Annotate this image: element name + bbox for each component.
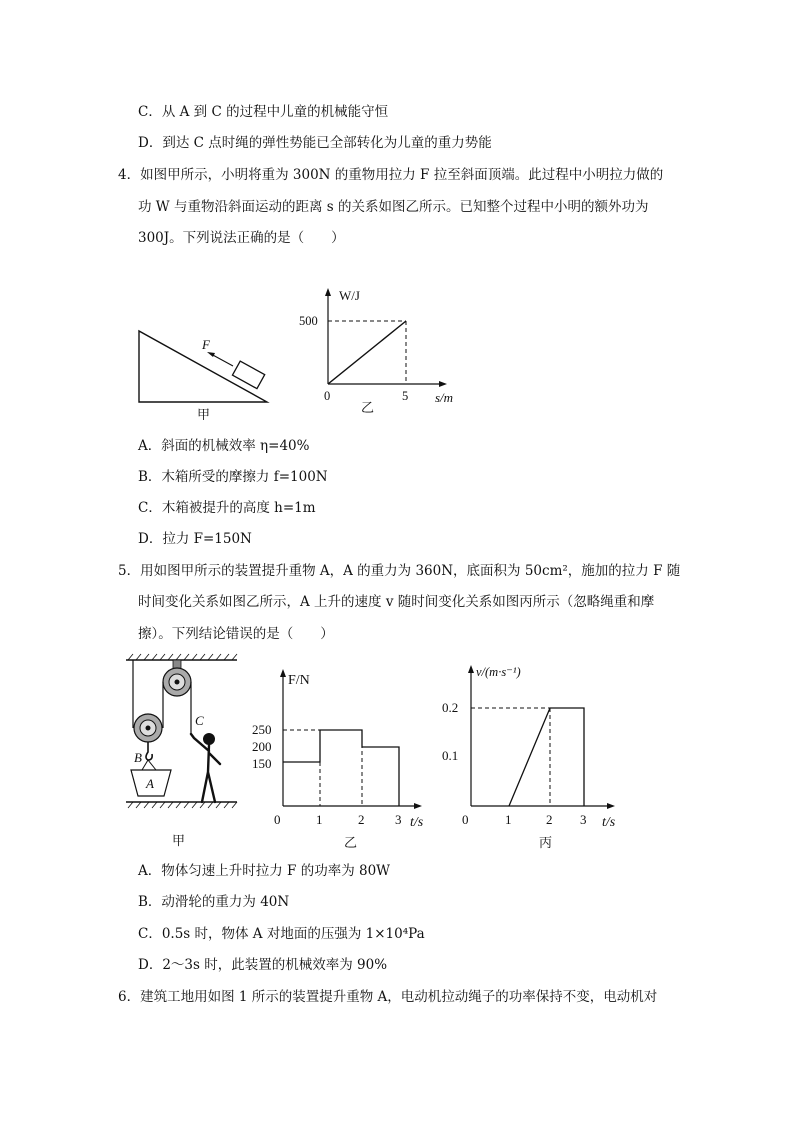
- q5-option-c: C．0.5s 时，物体 A 对地面的压强为 1×10⁴Pa: [138, 926, 425, 942]
- q5-option-a: A．物体匀速上升时拉力 F 的功率为 80W: [138, 863, 391, 879]
- q5-stem-line3: 擦）。下列结论错误的是（ ）: [138, 626, 334, 642]
- hook-rope-right: [148, 760, 156, 770]
- q3-option-c: C．从 A 到 C 的过程中儿童的机械能守恒: [138, 104, 389, 120]
- force-step-curve: [283, 730, 399, 806]
- label-b: B: [134, 750, 142, 765]
- figure-jia-caption: 甲: [172, 833, 186, 848]
- y-axis-label: v/(m·s⁻¹): [476, 665, 521, 679]
- x-tick-2: 2: [546, 812, 553, 827]
- hook: [146, 742, 152, 760]
- q4-figure-jia: [130, 320, 280, 420]
- y-tick-500: 500: [299, 314, 318, 328]
- fixed-pulley-axle: [175, 680, 180, 685]
- q4-stem-line2: 功 W 与重物沿斜面运动的距离 s 的关系如图乙所示。已知整个过程中小明的额外功为: [138, 199, 649, 215]
- x-tick-3: 3: [395, 812, 402, 827]
- ceiling-hatch: [128, 654, 237, 660]
- q4-figure-yi: [295, 284, 470, 414]
- x-axis-arrow: [414, 803, 422, 809]
- y-tick-0.2: 0.2: [442, 700, 459, 715]
- q5-option-d: D．2～3s 时，此装置的机械效率为 90%: [138, 957, 388, 973]
- y-axis-label: W/J: [339, 288, 360, 303]
- hook-rope-left: [142, 760, 148, 770]
- figure-yi-caption: 乙: [344, 835, 358, 850]
- x-tick-5: 5: [402, 389, 409, 403]
- x-tick-1: 1: [316, 812, 323, 827]
- y-axis-arrow: [468, 665, 474, 673]
- q5-stem-line2: 时间变化关系如图乙所示，A 上升的速度 v 随时间变化关系如图丙所示（忽略绳重和摩: [138, 594, 655, 610]
- q5-number: 5．: [118, 563, 141, 579]
- q4-option-a: A．斜面的机械效率 η=40%: [138, 438, 310, 454]
- q6-stem-line1: [118, 988, 657, 1006]
- y-axis-label: F/N: [288, 673, 310, 688]
- x-axis-arrow: [439, 381, 447, 387]
- q6-stem-text-1: 建筑工地用如图 1 所示的装置提升重物 A，电动机拉动绳子的功率保持不变，电动机对: [140, 989, 658, 1005]
- q6-number: 6．: [118, 989, 141, 1005]
- figure-jia-caption: 甲: [197, 407, 211, 420]
- q4-number: 4．: [118, 167, 141, 183]
- x-axis-label: t/s: [602, 815, 616, 830]
- force-arrowhead: [207, 352, 215, 357]
- y-tick-150: 150: [252, 756, 272, 771]
- x-axis-arrow: [607, 803, 615, 809]
- y-tick-0.1: 0.1: [442, 748, 459, 763]
- y-axis-arrow: [280, 669, 286, 677]
- person-body: [191, 734, 220, 802]
- label-c: C: [195, 713, 204, 728]
- force-arrow: [211, 354, 233, 366]
- origin-label: 0: [462, 812, 469, 827]
- wooden-box: [232, 361, 264, 389]
- x-tick-3: 3: [580, 812, 587, 827]
- q5-figure-yi: [248, 664, 438, 854]
- x-axis-label: t/s: [410, 815, 424, 830]
- y-tick-200: 200: [252, 739, 272, 754]
- origin-label: 0: [324, 389, 331, 403]
- x-tick-2: 2: [358, 812, 365, 827]
- q5-stem-text-1: 用如图甲所示的装置提升重物 A，A 的重力为 360N，底面积为 50cm²，施加的拉力 F 随: [140, 563, 681, 579]
- q4-option-d: D．拉力 F=150N: [138, 531, 252, 547]
- figure-bing-caption: 丙: [539, 835, 553, 850]
- person-head: [203, 733, 215, 745]
- q4-stem-line3: 300J。下列说法正确的是（ ）: [138, 230, 345, 246]
- velocity-curve: [509, 708, 584, 806]
- label-a: A: [146, 776, 154, 791]
- work-line: [328, 321, 406, 384]
- q5-figure-jia: [120, 652, 245, 852]
- q5-stem-line1: [118, 562, 680, 580]
- x-tick-1: 1: [505, 812, 512, 827]
- movable-pulley-axle: [146, 726, 151, 731]
- q4-option-b: B．木箱所受的摩擦力 f=100N: [138, 469, 328, 485]
- x-axis-label: s/m: [435, 390, 454, 405]
- q3-option-d: D．到达 C 点时绳的弹性势能已全部转化为儿童的重力势能: [138, 135, 492, 151]
- y-tick-250: 250: [252, 722, 272, 737]
- q5-option-b: B．动滑轮的重力为 40N: [138, 894, 290, 910]
- q4-stem-line1: [118, 166, 663, 184]
- q5-figure-bing: [436, 656, 636, 854]
- q4-option-c: C．木箱被提升的高度 h=1m: [138, 500, 316, 516]
- y-axis-arrow: [325, 288, 331, 296]
- origin-label: 0: [274, 812, 281, 827]
- q4-stem-text-1: 如图甲所示，小明将重为 300N 的重物用拉力 F 拉至斜面顶端。此过程中小明拉力做的: [140, 167, 664, 183]
- figure-yi-caption: 乙: [361, 400, 375, 414]
- ground-hatch: [128, 802, 237, 808]
- force-label: F: [202, 337, 210, 352]
